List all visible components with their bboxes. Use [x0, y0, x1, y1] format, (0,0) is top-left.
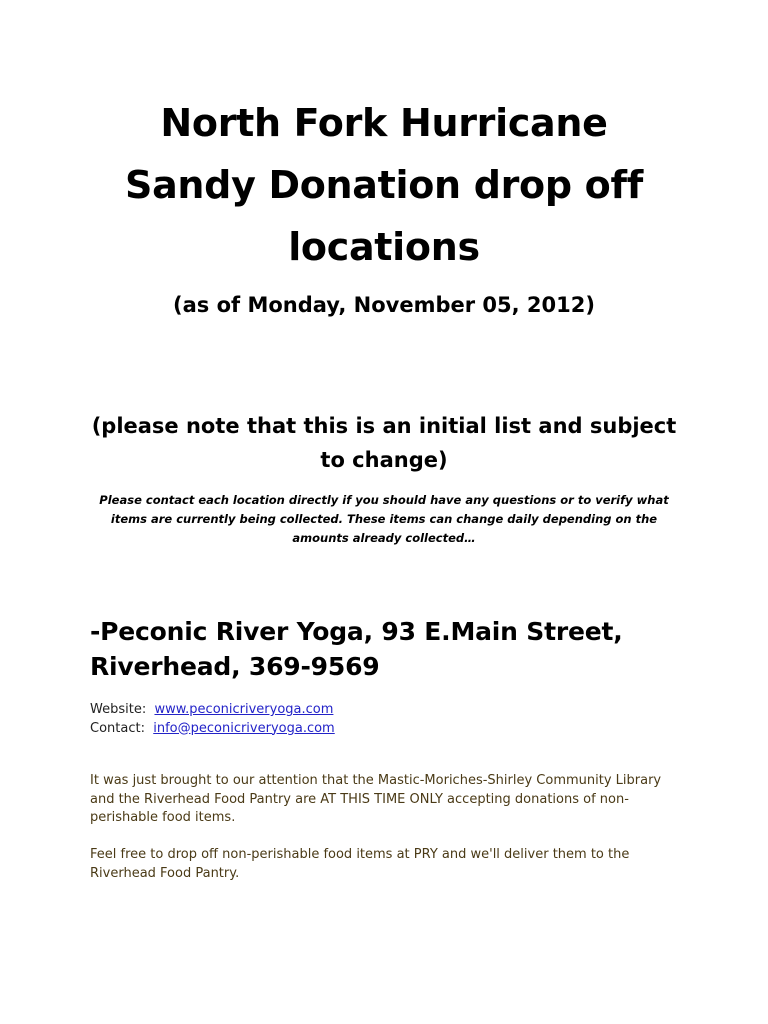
email-link[interactable]: info@peconicriveryoga.com: [153, 720, 335, 736]
disclaimer-note: [80, 409, 688, 477]
instructions-line: items are currently being collected. These items can change daily depending on the: [110, 512, 658, 526]
instructions-line: Please contact each location directly if you should have any questions or to verify what: [99, 493, 669, 507]
website-row: [90, 701, 690, 720]
drop-off-paragraph: [90, 846, 690, 883]
date-line: (as of Monday, November 05, 2012): [173, 293, 595, 317]
title-line: North Fork Hurricane: [160, 101, 608, 145]
title-line: locations: [288, 225, 480, 269]
library-pantry-paragraph: [90, 772, 690, 828]
location-contact-block: [90, 701, 690, 738]
paragraph-line: and the Riverhead Food Pantry are AT THIS TIME ONLY accepting donations of non-: [90, 791, 629, 807]
location-heading-line: -Peconic River Yoga, 93 E.Main Street,: [90, 617, 623, 646]
paragraph-line: It was just brought to our attention that the Mastic-Moriches-Shirley Community Library: [90, 773, 662, 788]
email-row: [90, 720, 690, 739]
location-heading: [90, 614, 710, 684]
note-line: (please note that this is an initial list and subject: [91, 414, 677, 438]
contact-instructions: [90, 491, 678, 548]
paragraph-line: Feel free to drop off non-perishable food items at PRY and we'll deliver them to the: [90, 847, 630, 862]
title-line: Sandy Donation drop off: [125, 163, 643, 207]
paragraph-line: Riverhead Food Pantry.: [90, 865, 240, 881]
paragraph-line: perishable food items.: [90, 810, 236, 825]
contact-label: Contact:: [90, 720, 145, 736]
website-link[interactable]: www.peconicriveryoga.com: [154, 702, 334, 717]
document-title: [0, 92, 768, 278]
website-label: Website:: [90, 702, 147, 717]
instructions-line: amounts already collected…: [292, 531, 476, 545]
location-heading-line: Riverhead, 369-9569: [90, 652, 380, 681]
note-line: to change): [320, 448, 448, 472]
